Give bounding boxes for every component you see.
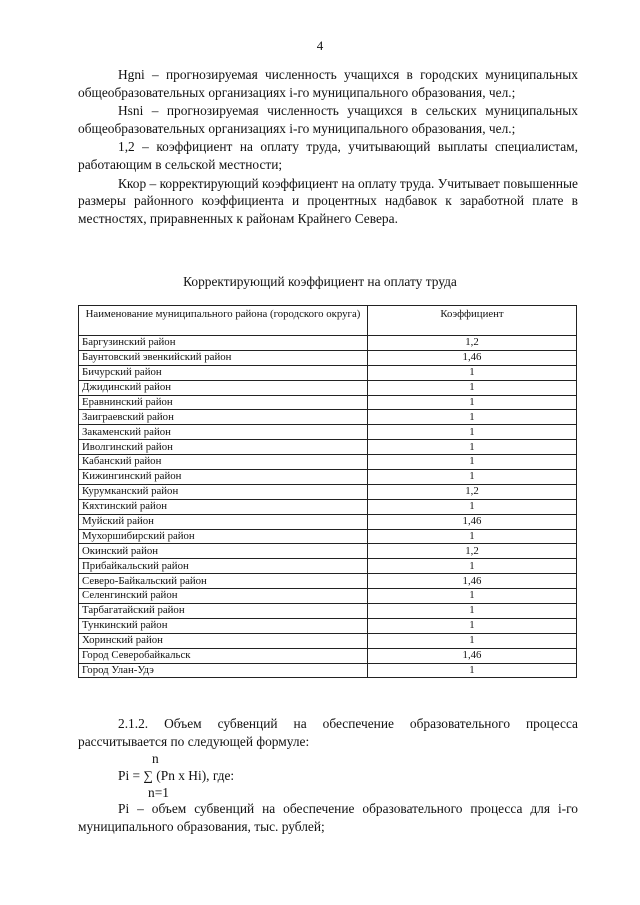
municipality-name: Кабанский район [79,455,368,470]
formula-expression: Pi = ∑ (Pn x Hi), где: [118,768,235,784]
table-row [79,589,577,604]
header-coefficient: Коэффициент [368,306,577,336]
municipality-name: Курумканский район [79,484,368,499]
definitions-block [78,66,578,227]
coefficient-value: 1 [368,589,577,604]
coefficient-value: 1 [368,618,577,633]
table-row [79,514,577,529]
coefficient-value: 1 [368,365,577,380]
coefficient-value: 1 [368,663,577,678]
municipality-name: Муйский район [79,514,368,529]
municipality-name: Бичурский район [79,365,368,380]
table-row [79,574,577,589]
coefficient-value: 1 [368,410,577,425]
coefficient-value: 1 [368,440,577,455]
table-row [79,484,577,499]
table-row [79,350,577,365]
table-row [79,395,577,410]
coefficient-value: 1,2 [368,544,577,559]
coefficient-value: 1 [368,425,577,440]
municipality-name: Закаменский район [79,425,368,440]
page-number: 4 [316,38,324,53]
table-row [79,499,577,514]
definition-pi: Pi – объем субвенций на обеспечение образовательного процесса для i-го муниципального образования, тыс. рублей; [78,801,578,834]
coefficient-value: 1 [368,499,577,514]
table-row [79,425,577,440]
formula-lower-limit: n=1 [148,785,169,801]
coefficient-table [78,305,577,678]
coefficient-value: 1 [368,455,577,470]
coefficient-value: 1,46 [368,350,577,365]
table-row [79,648,577,663]
formula [78,750,578,800]
table-row [79,604,577,619]
table-row [79,336,577,351]
definition-kkor: Ккор – корректирующий коэффициент на оплату труда. Учитывает повышенные размеры районного коэффициента и процентных надбавок к заработной плате в местностях, приравненных к районам Крайнего Севера. [78,175,578,226]
section-block [78,715,578,835]
municipality-name: Еравнинский район [79,395,368,410]
table-body [79,336,577,678]
municipality-name: Хоринский район [79,633,368,648]
table-row [79,440,577,455]
table-row [79,618,577,633]
municipality-name: Окинский район [79,544,368,559]
municipality-name: Заиграевский район [79,410,368,425]
municipality-name: Северо-Байкальский район [79,574,368,589]
table-row [79,380,577,395]
table-row [79,544,577,559]
table-row [79,559,577,574]
municipality-name: Кяхтинский район [79,499,368,514]
definition-hgni: Hgni – прогнозируемая численность учащихся в городских муниципальных общеобразовательных организациях i-го муниципального образования, чел.; [78,67,578,100]
municipality-name: Кижингинский район [79,470,368,485]
municipality-name: Иволгинский район [79,440,368,455]
coefficient-value: 1 [368,380,577,395]
coefficient-value: 1,2 [368,336,577,351]
header-municipality: Наименование муниципального района (городского округа) [79,306,368,336]
coefficient-value: 1 [368,604,577,619]
table-row [79,663,577,678]
coefficient-value: 1,2 [368,484,577,499]
formula-upper-limit: n [152,751,159,767]
coefficient-value: 1 [368,559,577,574]
coefficient-value: 1,46 [368,648,577,663]
municipality-name: Баунтовский эвенкийский район [79,350,368,365]
table-caption: Корректирующий коэффициент на оплату труда [183,274,457,289]
municipality-name: Тункинский район [79,618,368,633]
definition-hsni: Hsni – прогнозируемая численность учащихся в сельских муниципальных общеобразовательных организациях i-го муниципального образования, чел.; [78,103,578,136]
municipality-name: Город Северобайкальск [79,648,368,663]
municipality-name: Джидинский район [79,380,368,395]
municipality-name: Мухоршибирский район [79,529,368,544]
table-row [79,470,577,485]
coefficient-value: 1 [368,395,577,410]
municipality-name: Баргузинский район [79,336,368,351]
municipality-name: Прибайкальский район [79,559,368,574]
table-header-row [79,306,577,336]
coefficient-value: 1 [368,529,577,544]
municipality-name: Тарбагатайский район [79,604,368,619]
coefficient-value: 1 [368,633,577,648]
definition-rural-coefficient: 1,2 – коэффициент на оплату труда, учитывающий выплаты специалистам, работающим в сельской местности; [78,139,578,172]
coefficient-value: 1,46 [368,574,577,589]
table-row [79,365,577,380]
municipality-name: Город Улан-Удэ [79,663,368,678]
coefficient-value: 1 [368,470,577,485]
coefficient-value: 1,46 [368,514,577,529]
section-intro: 2.1.2. Объем субвенций на обеспечение образовательного процесса рассчитывается по следующей формуле: [78,716,578,749]
table-row [79,410,577,425]
table-row [79,633,577,648]
table-row [79,529,577,544]
municipality-name: Селенгинский район [79,589,368,604]
table-row [79,455,577,470]
